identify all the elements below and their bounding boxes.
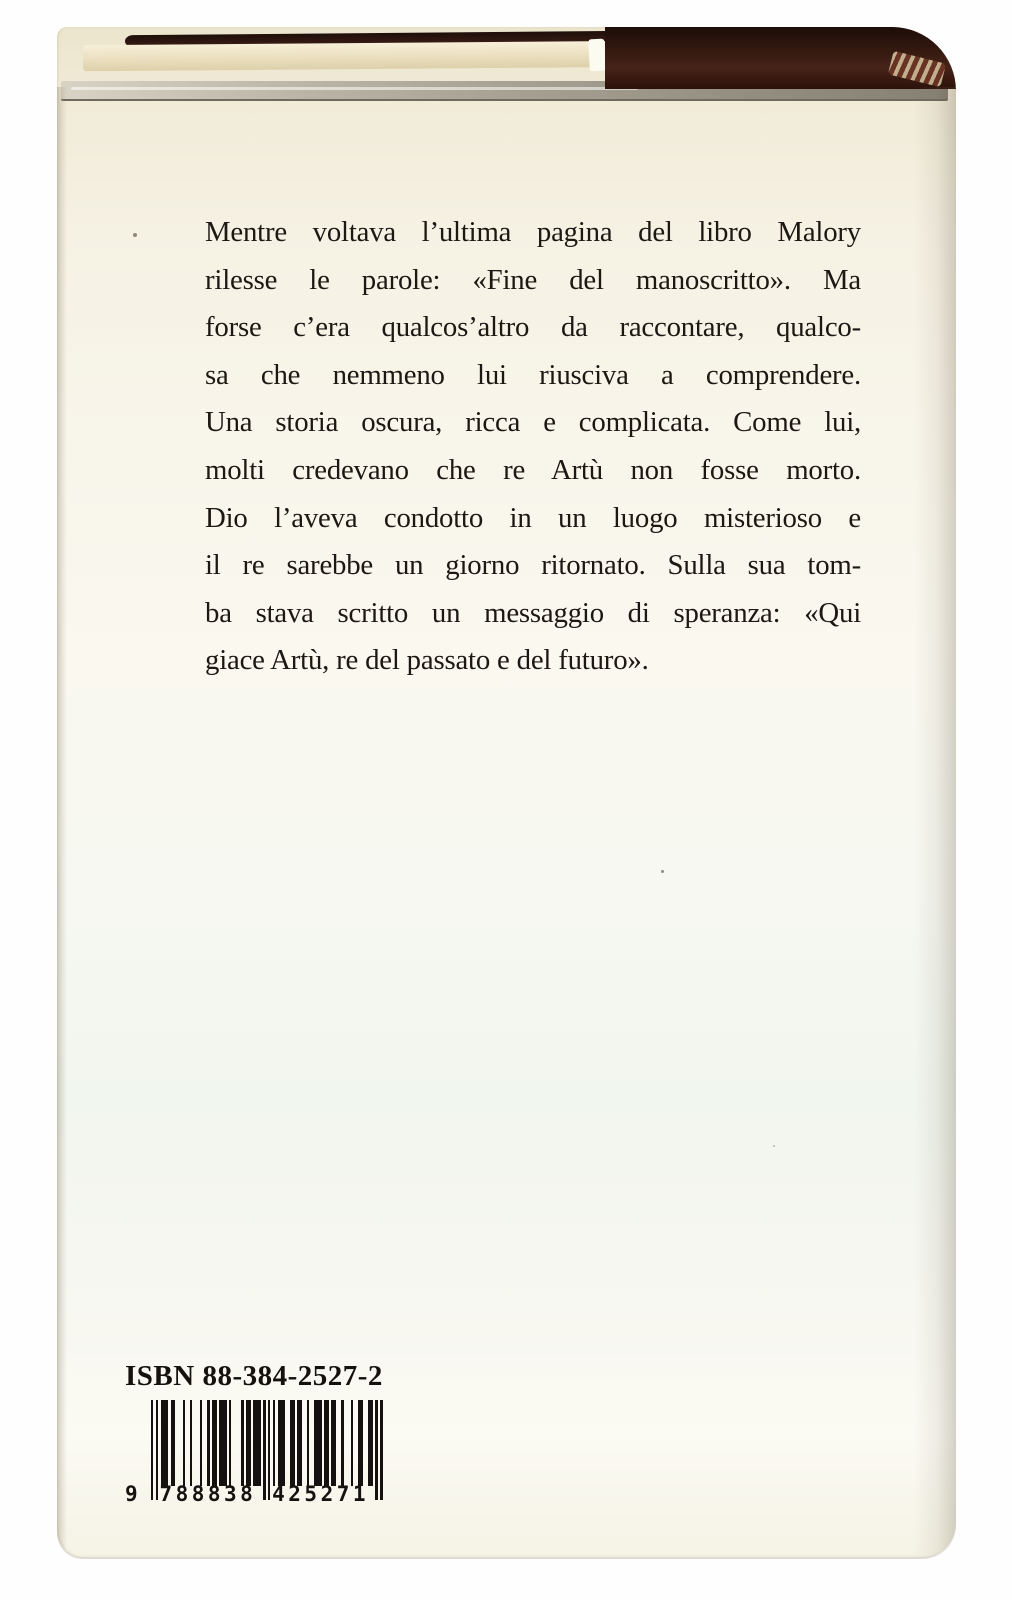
cover-left-fold-shade [57, 87, 67, 1557]
spine-cloth [605, 27, 956, 89]
page-edge-highlight [588, 39, 606, 72]
scan-speck [661, 870, 664, 873]
blurb-line: molti credevano che re Artù non fosse morto. [205, 453, 861, 486]
blurb-line: giace Artù, re del passato e del futuro». [205, 644, 649, 677]
blurb-line: rilesse le parole: «Fine del manoscritto». Ma [205, 263, 861, 296]
isbn-text: ISBN 88-384-2527-2 [125, 1360, 383, 1392]
blurb-line: Dio l’aveva condotto in un luogo misterioso e [205, 501, 861, 534]
blurb-line: il re sarebbe un giorno ritornato. Sulla sua tom- [205, 549, 861, 582]
barcode-module [380, 1400, 382, 1500]
barcode-digit-lead: 9 [125, 1482, 138, 1506]
scan-speck [133, 233, 137, 237]
blurb-line: ba stava scritto un messaggio di speranza: «Qui [205, 596, 861, 629]
page-block-top-edge [83, 41, 639, 71]
blurb-line: Una storia oscura, ricca e complicata. Come lui, [205, 406, 861, 439]
blurb-line: Mentre voltava l’ultima pagina del libro Malory [205, 216, 861, 248]
blurb-line: forse c’era qualcos’altro da raccontare, qualco- [205, 311, 861, 344]
barcode-digits-right: 425271 [272, 1482, 369, 1506]
barcode-digits [125, 1482, 376, 1506]
isbn-block [125, 1360, 384, 1512]
headband [888, 51, 946, 87]
book-top-edge [57, 27, 956, 85]
blurb-paragraph [205, 209, 861, 685]
book-back-cover [57, 27, 956, 1557]
scan-speck [773, 1145, 775, 1147]
cover-right-curvature-shade [914, 87, 956, 1557]
ean13-barcode [125, 1400, 384, 1512]
blurb-line: sa che nemmeno lui riusciva a comprendere. [205, 358, 861, 391]
barcode-digits-left: 788838 [159, 1482, 257, 1506]
